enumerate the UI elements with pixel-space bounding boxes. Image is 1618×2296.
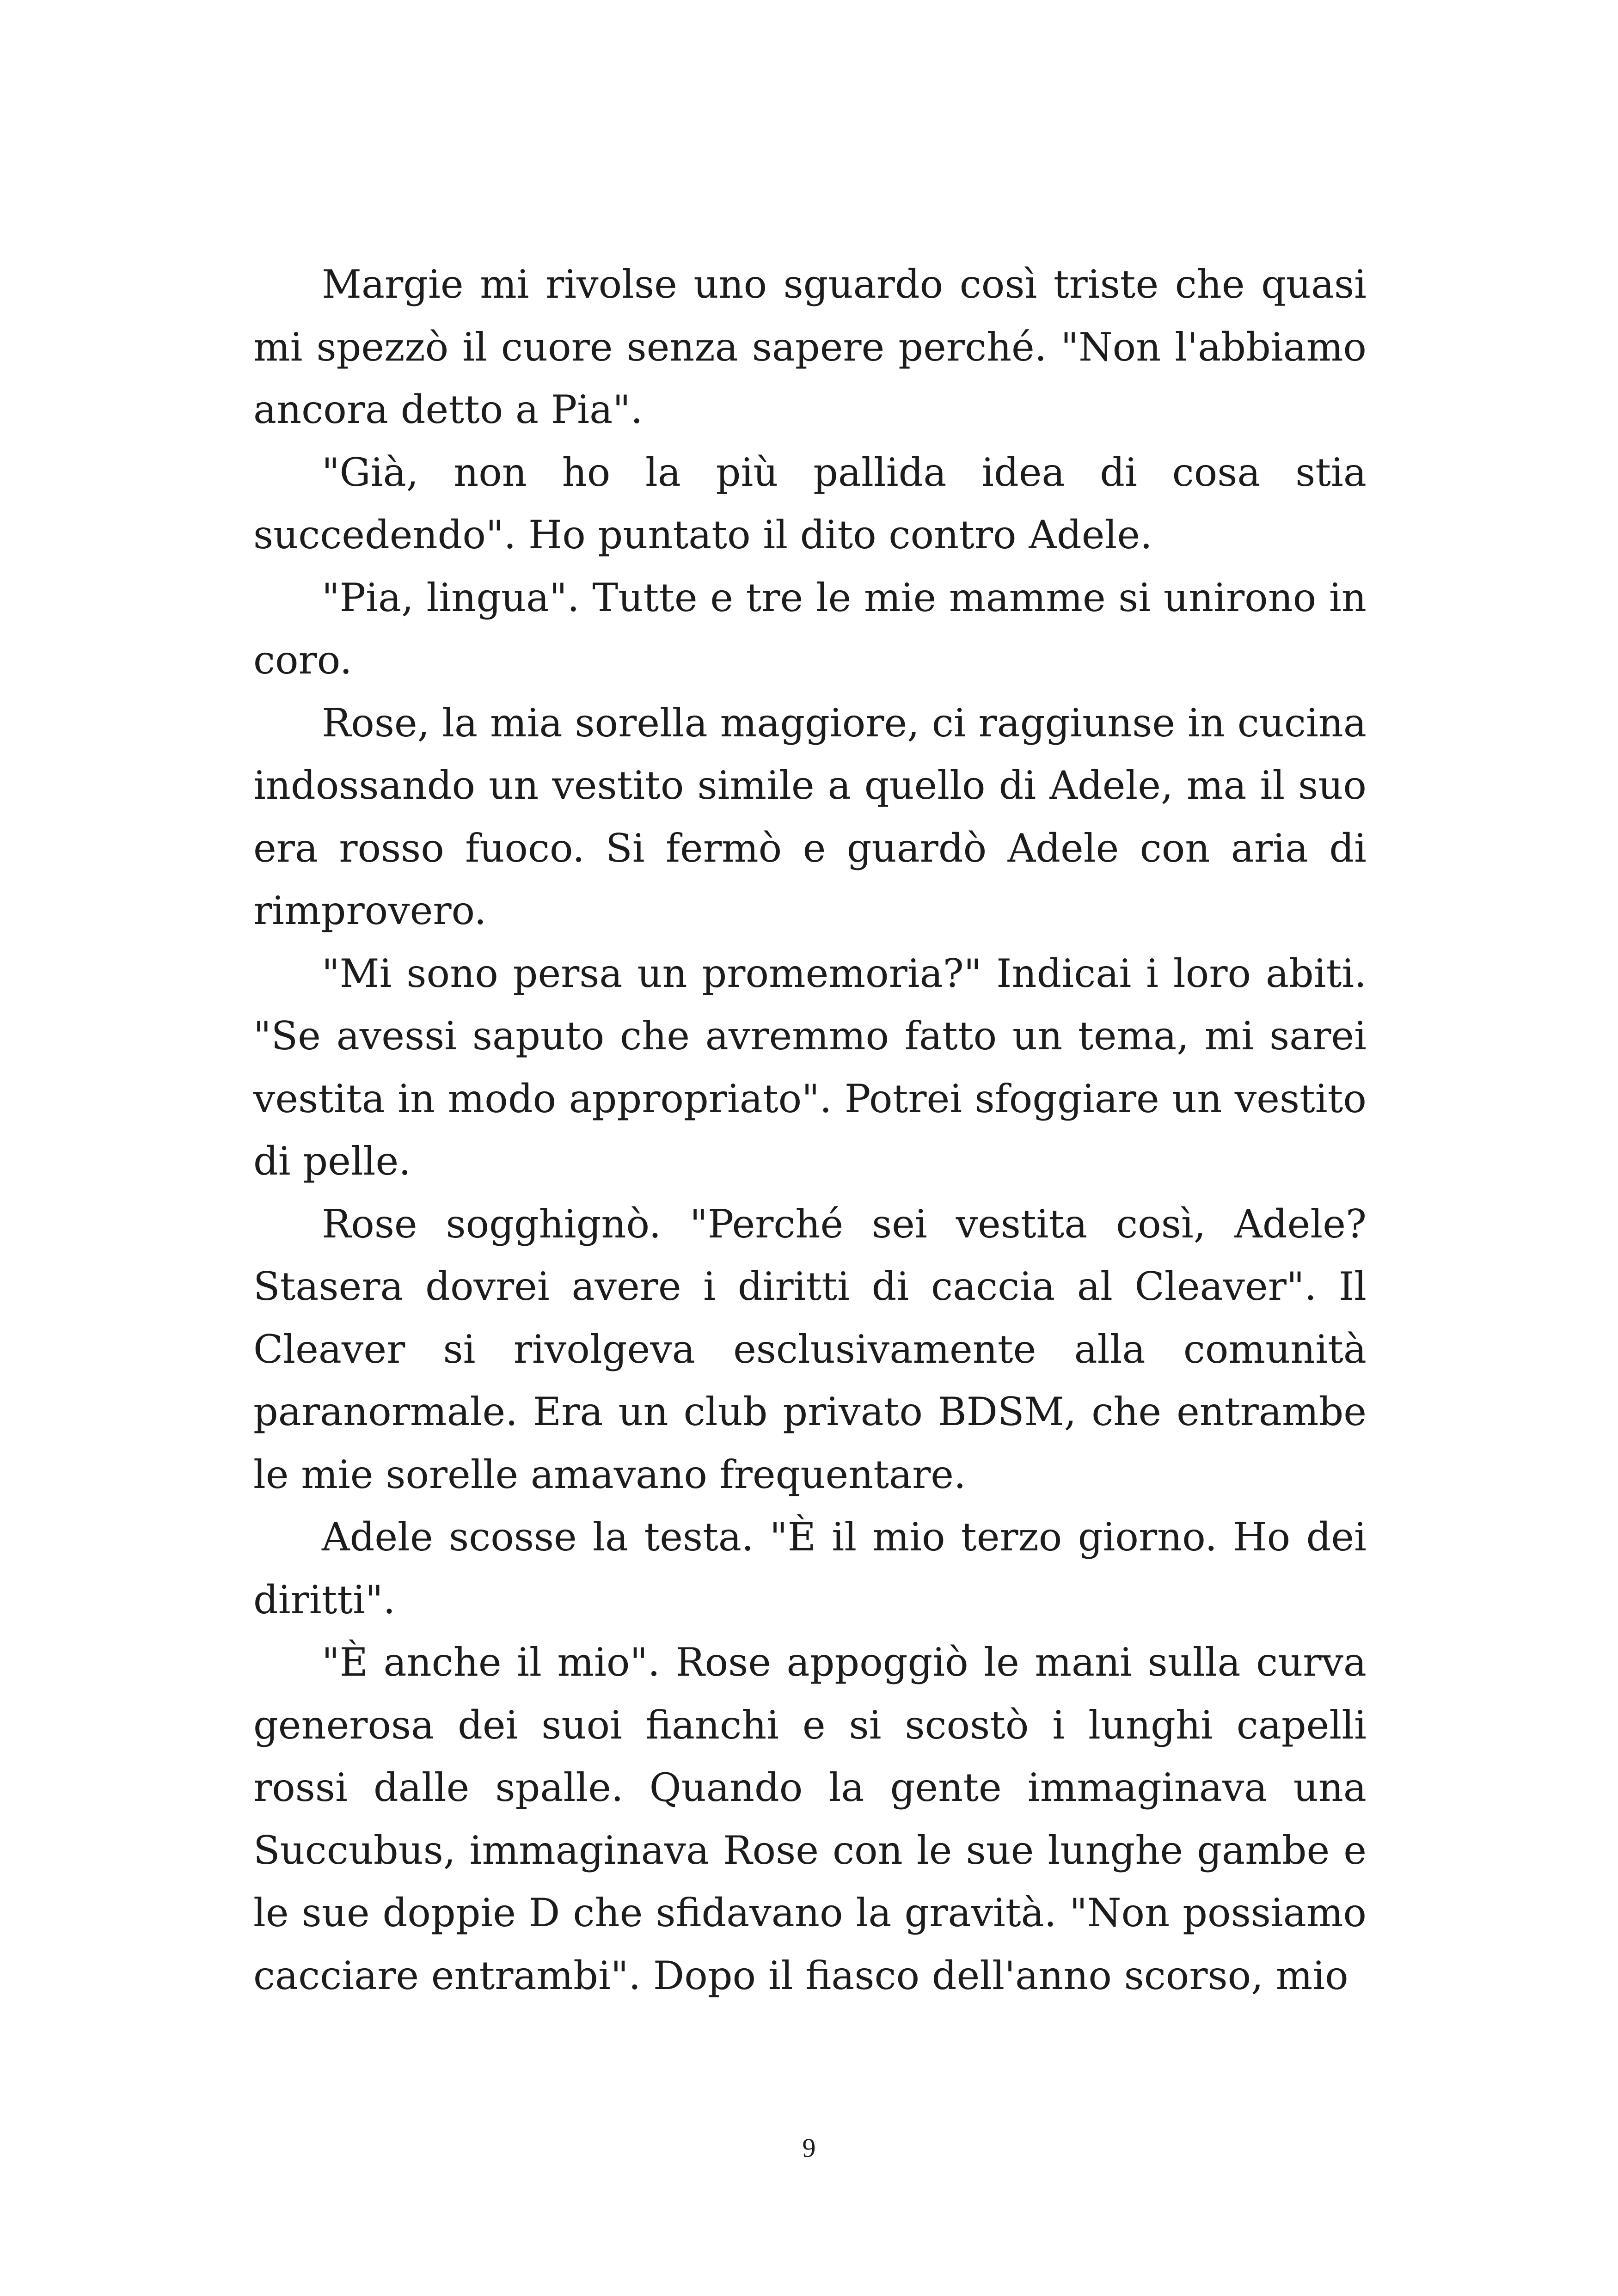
paragraph-7: Adele scosse la testa. "È il mio terzo giorno. Ho dei diritti". [253,1514,1367,1623]
paragraph-6: Rose sogghignò. "Perché sei vestita così, Adele? Stasera dovrei avere i diritti di caccia al Cleaver". Il Cleaver si rivolgeva esclusivamente alla comunità paranormale. Era un club privato BDSM, che entrambe le mie sorelle amavano frequentare. [253,1201,1367,1497]
paragraph-2: "Già, non ho la più pallida idea di cosa stia succedendo". Ho puntato il dito contro Adele. [253,449,1367,557]
paragraph-1: Margie mi rivolse uno sguardo così triste che quasi mi spezzò il cuore senza sapere perché. "Non l'abbiamo ancora detto a Pia". [253,262,1367,432]
paragraph-4: Rose, la mia sorella maggiore, ci raggiunse in cucina indossando un vestito simile a quello di Adele, ma il suo era rosso fuoco. Si fermò e guardò Adele con aria di rimprovero. [253,700,1367,933]
paragraph-5: "Mi sono persa un promemoria?" Indicai i loro abiti. "Se avessi saputo che avremmo fatto un tema, mi sarei vestita in modo appropriato". Potrei sfoggiare un vestito di pelle. [253,950,1367,1184]
page-number: 9 [802,2133,816,2163]
body-text [253,253,1367,2007]
paragraph-8: "È anche il mio". Rose appoggiò le mani sulla curva generosa dei suoi fianchi e si scostò i lunghi capelli rossi dalle spalle. Quando la gente immaginava una Succubus, immaginava Rose con le sue lunghe gambe e le sue doppie D che sfidavano la gravità. "Non possiamo cacciare entrambi". Dopo il fiasco dell'anno scorso, mio [253,1640,1367,1998]
paragraph-3: "Pia, lingua". Tutte e tre le mie mamme si unirono in coro. [253,575,1367,683]
